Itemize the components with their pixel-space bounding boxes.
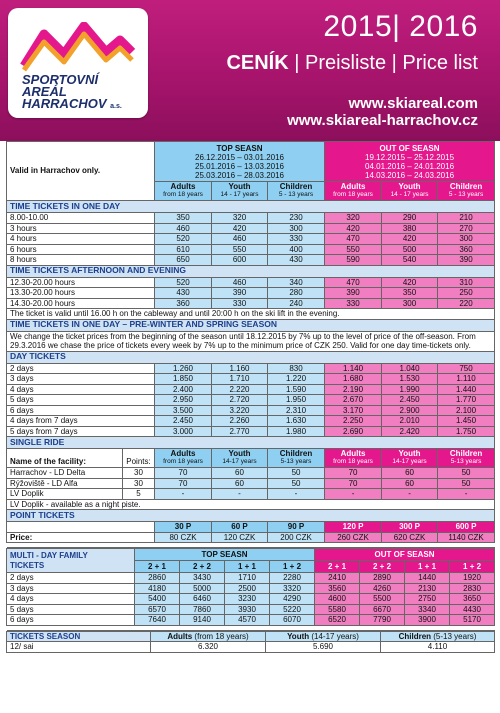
children-header: Children (5-13 years): [381, 631, 495, 642]
price-cell: 2.770: [212, 426, 268, 437]
price-label: Price:: [7, 532, 155, 543]
logo: [8, 8, 148, 118]
price-cell: 1.850: [155, 374, 212, 385]
table-row: [7, 583, 495, 594]
row-label: Rýžoviště - LD Alfa: [10, 478, 78, 488]
price-cell: 2.400: [155, 384, 212, 395]
price-cell: 2500: [225, 583, 270, 594]
adults-header: Adults from 18 years: [325, 182, 382, 201]
price-cell: 2.260: [212, 416, 268, 427]
price-cell: 5.690: [266, 642, 381, 653]
row-label: 12.30-20.00 hours: [7, 277, 155, 288]
table-row: [7, 405, 495, 416]
price-cell: 330: [268, 234, 325, 245]
price-cell: 1.450: [438, 416, 495, 427]
price-cell: -: [325, 489, 382, 500]
row-label: 8.00-10.00: [7, 213, 155, 224]
price-cell: 1.530: [382, 374, 438, 385]
price-cell: 520: [155, 234, 212, 245]
season-header-row: [7, 142, 495, 182]
price-cell: 9140: [180, 615, 225, 626]
price-cell: 5220: [270, 604, 315, 615]
price-cell: 50: [438, 468, 495, 479]
note-text: LV Doplik - available as a night piste.: [7, 499, 495, 510]
children-header: Children 5 - 13 years: [268, 182, 325, 201]
price-cell: 1.990: [382, 384, 438, 395]
time-tickets-rows: [7, 213, 495, 266]
season-ticket-row: [7, 642, 495, 653]
price-cell: 330: [325, 298, 382, 309]
price-list-title: CENÍK | Preisliste | Price list: [226, 52, 478, 74]
price-cell: 290: [382, 213, 438, 224]
top-season-header: TOP SEASN: [135, 549, 315, 561]
price-cell: 220: [438, 298, 495, 309]
price-cell: 460: [212, 277, 268, 288]
table-row: [7, 573, 495, 584]
price-cell: 2.220: [212, 384, 268, 395]
price-cell: 70: [325, 468, 382, 479]
header: [0, 0, 500, 141]
price-cell: 1.040: [382, 363, 438, 374]
table-row: [7, 244, 495, 255]
price-cell: 320: [325, 213, 382, 224]
price-cell: 2.670: [325, 395, 382, 406]
price-cell: 280: [268, 288, 325, 299]
row-label: 6 days: [7, 615, 135, 626]
adults-header: Adults from 18 years: [155, 182, 212, 201]
note-text: We change the ticket prices from the beginning of the season until 18.12.2015 by 7% up to the level of price of the off-season. From 29.3.2016 we chase the price of tickets every week by 7% up to the minimum price of CZK 250. Valid for one day time-tickets only.: [7, 331, 495, 351]
price-cell: 4290: [270, 594, 315, 605]
table-row: [7, 277, 495, 288]
row-label: 3 days: [7, 583, 135, 594]
price-cell: 1.680: [325, 374, 382, 385]
price-cell: 1.260: [155, 363, 212, 374]
price-cell: 2.900: [382, 405, 438, 416]
row-label: 5 days: [7, 604, 135, 615]
price-cell: 300: [382, 298, 438, 309]
children-header: Children 5-13 years: [438, 449, 495, 468]
price-cell: 420: [325, 223, 382, 234]
price-cell: 300: [268, 223, 325, 234]
price-cell: 60: [382, 468, 438, 479]
price-cell: 310: [438, 277, 495, 288]
season-ticket-table: [6, 631, 495, 653]
table-row: [7, 594, 495, 605]
price-cell: 4180: [135, 583, 180, 594]
price-cell: 400: [268, 244, 325, 255]
mountain-logo-icon: [20, 22, 136, 72]
point-price: 1140 CZK: [438, 532, 495, 543]
price-cell: 2890: [360, 573, 405, 584]
price-cell: 3930: [225, 604, 270, 615]
price-cell: 1.220: [268, 374, 325, 385]
note-text: The ticket is valid until 16.00 h on the cableway and until 20:00 h on the ski lift in the evening.: [7, 309, 495, 320]
family-table: [6, 548, 495, 631]
price-cell: 360: [438, 244, 495, 255]
price-cell: 1710: [225, 573, 270, 584]
price-cell: 2860: [135, 573, 180, 584]
point-price: 620 CZK: [382, 532, 438, 543]
youth-header: Youth (14-17 years): [266, 631, 381, 642]
price-cell: 7790: [360, 615, 405, 626]
row-label: 4 hours: [7, 234, 155, 245]
youth-header: Youth 14-17 years: [382, 449, 438, 468]
table-row: [7, 223, 495, 234]
price-cell: 240: [268, 298, 325, 309]
top-season-header: TOP SEASN 26.12.2015 – 03.01.2016 25.01.2016 – 13.03.2016 25.03.2016 – 28.03.2016: [155, 142, 325, 182]
family-head: 2 + 2: [360, 561, 405, 573]
price-cell: 5000: [180, 583, 225, 594]
row-label: Harrachov - LD Delta: [10, 468, 86, 477]
price-cell: 350: [155, 213, 212, 224]
price-cell: 70: [155, 468, 212, 479]
price-cell: 60: [382, 478, 438, 489]
row-label: 12/ sai: [7, 642, 151, 653]
afternoon-tickets-rows: [7, 277, 495, 309]
price-cell: 360: [155, 298, 212, 309]
price-cell: 430: [155, 288, 212, 299]
price-cell: 2.100: [438, 405, 495, 416]
price-cell: 2.450: [382, 395, 438, 406]
website-link-1[interactable]: www.skiareal.com: [348, 95, 478, 112]
price-cell: 60: [212, 478, 268, 489]
price-cell: 350: [382, 288, 438, 299]
table-row: [7, 478, 495, 489]
table-row: [7, 213, 495, 224]
price-cell: 430: [268, 255, 325, 266]
price-cell: 470: [325, 277, 382, 288]
day-tickets-rows: [7, 363, 495, 437]
table-row: [7, 615, 495, 626]
price-cell: 7860: [180, 604, 225, 615]
price-cell: 610: [155, 244, 212, 255]
price-cell: 250: [438, 288, 495, 299]
price-cell: 70: [155, 478, 212, 489]
family-head: 1 + 1: [405, 561, 450, 573]
family-head: 1 + 1: [225, 561, 270, 573]
price-cell: 320: [212, 213, 268, 224]
family-head: 2 + 1: [315, 561, 360, 573]
price-cell: 2.450: [155, 416, 212, 427]
price-cell: 270: [438, 223, 495, 234]
price-cell: 2280: [270, 573, 315, 584]
table-row: [7, 298, 495, 309]
point-price: 120 CZK: [212, 532, 268, 543]
row-label: 5 days from 7 days: [7, 426, 155, 437]
price-cell: 4570: [225, 615, 270, 626]
price-cell: 50: [268, 478, 325, 489]
price-cell: 4.110: [381, 642, 495, 653]
points-cell: 30: [122, 479, 154, 489]
price-cell: 1.110: [438, 374, 495, 385]
price-cell: -: [438, 489, 495, 500]
price-cell: 500: [382, 244, 438, 255]
family-head: 1 + 2: [270, 561, 315, 573]
price-cell: 460: [212, 234, 268, 245]
price-cell: 5500: [360, 594, 405, 605]
price-cell: 390: [438, 255, 495, 266]
price-cell: 390: [325, 288, 382, 299]
price-cell: 1.630: [268, 416, 325, 427]
logo-text: SPORTOVNÍ AREÁL HARRACHOV a.s.: [22, 72, 122, 111]
price-cell: 550: [325, 244, 382, 255]
price-cell: 1.590: [268, 384, 325, 395]
price-cell: 6460: [180, 594, 225, 605]
point-price-row: [7, 532, 495, 543]
price-cell: 2.690: [325, 426, 382, 437]
price-cell: 3.500: [155, 405, 212, 416]
price-cell: 70: [325, 478, 382, 489]
price-cell: 650: [155, 255, 212, 266]
points-header: Points:: [122, 449, 154, 467]
price-cell: 1.770: [438, 395, 495, 406]
table-row: [7, 426, 495, 437]
youth-header: Youth 14 - 17 years: [382, 182, 438, 201]
point-price: 80 CZK: [155, 532, 212, 543]
price-cell: 330: [212, 298, 268, 309]
valid-note: Valid in Harrachov only.: [7, 142, 155, 201]
children-header: Children 5 - 13 years: [438, 182, 495, 201]
price-cell: 420: [212, 223, 268, 234]
price-cell: 2410: [315, 573, 360, 584]
table-row: [7, 416, 495, 427]
table-row: [7, 468, 495, 479]
price-cell: 1.140: [325, 363, 382, 374]
price-cell: 60: [212, 468, 268, 479]
price-cell: 2.720: [212, 395, 268, 406]
table-row: [7, 288, 495, 299]
price-cell: 1440: [405, 573, 450, 584]
price-cell: 1.160: [212, 363, 268, 374]
out-season-header: OUT OF SEASN: [315, 549, 495, 561]
family-head: 2 + 2: [180, 561, 225, 573]
price-cell: 3560: [315, 583, 360, 594]
price-cell: 830: [268, 363, 325, 374]
price-cell: 550: [212, 244, 268, 255]
price-cell: 210: [438, 213, 495, 224]
price-cell: 50: [438, 478, 495, 489]
point-price: 260 CZK: [325, 532, 382, 543]
price-cell: 2.010: [382, 416, 438, 427]
section-title: TICKETS SEASON: [7, 631, 151, 642]
price-cell: 6.320: [151, 642, 266, 653]
facility-header: Name of the facility:: [10, 456, 87, 466]
table-row: [7, 489, 495, 500]
point-head: 300 P: [382, 522, 438, 533]
price-cell: 6070: [270, 615, 315, 626]
price-cell: 230: [268, 213, 325, 224]
table-row: [7, 234, 495, 245]
price-cell: 4430: [450, 604, 495, 615]
points-cell: 30: [122, 468, 154, 478]
price-cell: 460: [155, 223, 212, 234]
adults-header: Adults from 18 years: [325, 449, 382, 468]
price-cell: 470: [325, 234, 382, 245]
youth-header: Youth 14-17 years: [212, 449, 268, 468]
price-cell: 380: [382, 223, 438, 234]
table-row: [7, 395, 495, 406]
row-label: 2 days: [7, 363, 155, 374]
season-title: 2015| 2016: [323, 10, 478, 43]
section-title: TIME TICKETS AFTERNOON AND EVENING: [7, 265, 495, 277]
row-label: 14.30-20.00 hours: [7, 298, 155, 309]
price-cell: 3320: [270, 583, 315, 594]
row-label: 2 days: [7, 573, 135, 584]
price-cell: 2.190: [325, 384, 382, 395]
price-cell: 4260: [360, 583, 405, 594]
price-cell: 420: [382, 277, 438, 288]
price-cell: 3.220: [212, 405, 268, 416]
price-cell: 3430: [180, 573, 225, 584]
price-cell: 2.950: [155, 395, 212, 406]
row-label: 4 days: [7, 594, 135, 605]
row-label: 5 days: [7, 395, 155, 406]
price-cell: 2.310: [268, 405, 325, 416]
point-price: 200 CZK: [268, 532, 325, 543]
price-cell: 390: [212, 288, 268, 299]
table-row: [7, 255, 495, 266]
point-head: 60 P: [212, 522, 268, 533]
price-cell: 3.170: [325, 405, 382, 416]
price-cell: 2130: [405, 583, 450, 594]
price-cell: 1.440: [438, 384, 495, 395]
price-cell: 4600: [315, 594, 360, 605]
section-title: TIME TICKETS IN ONE DAY – PRE-WINTER AND SPRING SEASON: [7, 319, 495, 331]
price-cell: 3230: [225, 594, 270, 605]
point-head: 90 P: [268, 522, 325, 533]
point-heads-row: [7, 522, 495, 533]
price-cell: 590: [325, 255, 382, 266]
price-cell: 600: [212, 255, 268, 266]
price-cell: 6570: [135, 604, 180, 615]
table-row: [7, 374, 495, 385]
section-title: POINT TICKETS: [7, 510, 495, 522]
price-cell: 3.000: [155, 426, 212, 437]
price-cell: 3340: [405, 604, 450, 615]
table-row: [7, 363, 495, 374]
single-ride-rows: [7, 468, 495, 500]
family-title: MULTI - DAY FAMILY TICKETS: [7, 549, 135, 573]
price-cell: -: [155, 489, 212, 500]
table-row: [7, 604, 495, 615]
price-cell: 5580: [315, 604, 360, 615]
section-title: SINGLE RIDE: [7, 437, 495, 449]
point-head: 30 P: [155, 522, 212, 533]
price-cell: 750: [438, 363, 495, 374]
row-label: 6 hours: [7, 244, 155, 255]
row-label: 3 days: [7, 374, 155, 385]
point-head: 120 P: [325, 522, 382, 533]
price-cell: 5170: [450, 615, 495, 626]
family-head: 2 + 1: [135, 561, 180, 573]
family-rows: [7, 573, 495, 626]
price-cell: 50: [268, 468, 325, 479]
row-label: 6 days: [7, 405, 155, 416]
row-label: 4 days from 7 days: [7, 416, 155, 427]
price-cell: 5400: [135, 594, 180, 605]
price-cell: 7640: [135, 615, 180, 626]
row-label: 3 hours: [7, 223, 155, 234]
table-row: [7, 384, 495, 395]
point-head: 600 P: [438, 522, 495, 533]
family-head: 1 + 2: [450, 561, 495, 573]
youth-header: Youth 14 - 17 years: [212, 182, 268, 201]
price-cell: 2830: [450, 583, 495, 594]
price-cell: 2750: [405, 594, 450, 605]
website-link-2[interactable]: www.skiareal-harrachov.cz: [287, 112, 478, 129]
single-ride-header-row: [7, 449, 495, 468]
price-cell: 6670: [360, 604, 405, 615]
row-label: 13.30-20.00 hours: [7, 288, 155, 299]
section-title: DAY TICKETS: [7, 351, 495, 363]
price-cell: 520: [155, 277, 212, 288]
price-cell: 1.950: [268, 395, 325, 406]
price-cell: 2.250: [325, 416, 382, 427]
price-cell: 1.980: [268, 426, 325, 437]
price-cell: -: [212, 489, 268, 500]
section-title: TIME TICKETS IN ONE DAY: [7, 201, 495, 213]
price-table: [6, 141, 495, 548]
price-cell: 540: [382, 255, 438, 266]
adults-header: Adults (from 18 years): [151, 631, 266, 642]
price-cell: 300: [438, 234, 495, 245]
points-cell: 5: [122, 489, 154, 499]
row-label: LV Doplik: [10, 489, 44, 498]
row-label: 4 days: [7, 384, 155, 395]
row-label: 8 hours: [7, 255, 155, 266]
adults-header: Adults from 18 years: [155, 449, 212, 468]
price-cell: 420: [382, 234, 438, 245]
price-cell: 1920: [450, 573, 495, 584]
price-cell: 1.750: [438, 426, 495, 437]
price-cell: 2.420: [382, 426, 438, 437]
price-cell: 1.710: [212, 374, 268, 385]
price-cell: -: [268, 489, 325, 500]
price-cell: -: [382, 489, 438, 500]
price-cell: 3650: [450, 594, 495, 605]
price-cell: 6520: [315, 615, 360, 626]
children-header: Children 5-13 years: [268, 449, 325, 468]
price-cell: 3900: [405, 615, 450, 626]
price-cell: 340: [268, 277, 325, 288]
out-season-header: OUT OF SEASN 19.12.2015 – 25.12.2015 04.01.2016 – 24.01.2016 14.03.2016 – 24.03.2016: [325, 142, 495, 182]
